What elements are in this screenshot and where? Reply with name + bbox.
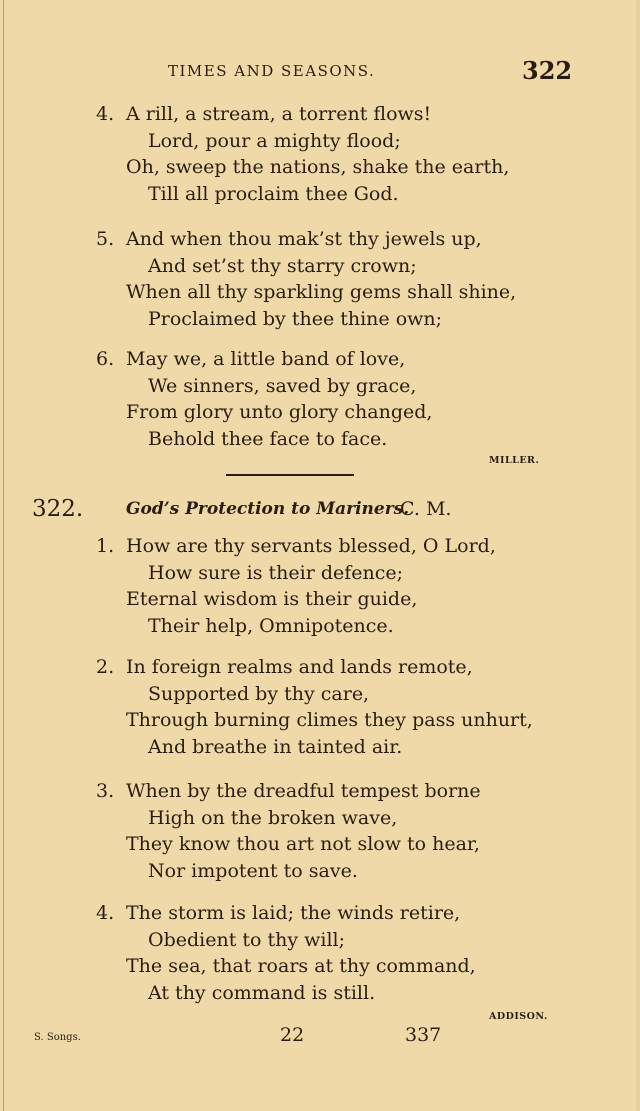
page-edge-right <box>636 0 640 1111</box>
folio-number: 337 <box>405 1024 442 1046</box>
verse-line <box>96 101 509 128</box>
verse-line <box>96 707 533 734</box>
verse-text: The sea, that roars at thy command, <box>126 955 476 977</box>
page-number: 322 <box>522 56 573 85</box>
verse-line <box>96 613 496 640</box>
verse-text: A rill, a stream, a torrent flows! <box>126 103 432 125</box>
stanza-number: 4. <box>96 103 115 125</box>
hymn-meter: C. M. <box>400 498 452 520</box>
stanza-number: 2. <box>96 656 115 678</box>
verse-text: Nor impotent to save. <box>148 859 358 882</box>
stanza-number: 4. <box>96 902 115 924</box>
verse-line <box>96 778 481 805</box>
verse-text: When all thy sparkling gems shall shine, <box>126 281 517 303</box>
verse-text: We sinners, saved by grace, <box>148 374 417 397</box>
stanza-number: 6. <box>96 348 115 370</box>
stanza <box>96 101 509 207</box>
verse-line <box>96 226 516 253</box>
stanza <box>96 900 476 1006</box>
verse-text: Oh, sweep the nations, shake the earth, <box>126 156 510 178</box>
verse-text: Through burning climes they pass unhurt, <box>126 709 533 731</box>
verse-text: And breathe in tainted air. <box>148 735 403 758</box>
running-title: TIMES AND SEASONS. <box>168 62 376 80</box>
verse-line <box>96 306 516 333</box>
verse-line <box>96 373 432 400</box>
verse-line <box>96 426 432 453</box>
stanza <box>96 226 516 332</box>
verse-text: Till all proclaim thee God. <box>148 182 399 205</box>
sheet-number: 22 <box>280 1024 305 1046</box>
verse-text: May we, a little band of love, <box>126 348 406 370</box>
verse-text: How are thy servants blessed, O Lord, <box>126 535 496 557</box>
verse-text: And set’st thy starry crown; <box>148 254 417 277</box>
stanza <box>96 346 432 452</box>
author-miller: MILLER. <box>489 455 540 466</box>
verse-text: From glory unto glory changed, <box>126 401 433 423</box>
page-edge <box>3 0 4 1111</box>
author-addison: ADDISON. <box>489 1011 548 1022</box>
verse-text: Their help, Omnipotence. <box>148 614 394 637</box>
verse-line <box>96 533 496 560</box>
verse-text: Obedient to thy will; <box>148 928 346 951</box>
verse-line <box>96 858 481 885</box>
verse-text: High on the broken wave, <box>148 806 398 829</box>
verse-line <box>96 900 476 927</box>
verse-line <box>96 927 476 954</box>
verse-line <box>96 980 476 1007</box>
hymn-title: God’s Protection to Mariners. <box>126 499 410 519</box>
verse-text: The storm is laid; the winds retire, <box>126 902 461 924</box>
verse-text: Behold thee face to face. <box>148 427 388 450</box>
verse-text: At thy command is still. <box>148 981 376 1004</box>
stanza-number: 3. <box>96 780 115 802</box>
verse-line <box>96 560 496 587</box>
verse-line <box>96 181 509 208</box>
verse-line <box>96 399 432 426</box>
signature-mark: S. Songs. <box>34 1032 81 1043</box>
stanza <box>96 778 481 884</box>
verse-text: Eternal wisdom is their guide, <box>126 588 418 610</box>
verse-text: In foreign realms and lands remote, <box>126 656 473 678</box>
verse-line <box>96 346 432 373</box>
stanza-number: 5. <box>96 228 115 250</box>
verse-line <box>96 279 516 306</box>
verse-text: How sure is their defence; <box>148 561 404 584</box>
verse-text: Proclaimed by thee thine own; <box>148 307 443 330</box>
verse-line <box>96 154 509 181</box>
verse-text: When by the dreadful tempest borne <box>126 780 481 802</box>
verse-line <box>96 953 476 980</box>
verse-line <box>96 734 533 761</box>
stanza <box>96 654 533 760</box>
hymn-number: 322. <box>32 496 84 522</box>
divider-rule <box>226 474 354 476</box>
verse-line <box>96 586 496 613</box>
verse-line <box>96 654 533 681</box>
stanza <box>96 533 496 639</box>
verse-line <box>96 128 509 155</box>
verse-text: Lord, pour a mighty flood; <box>148 129 401 152</box>
verse-text: Supported by thy care, <box>148 682 370 705</box>
verse-line <box>96 805 481 832</box>
verse-line <box>96 253 516 280</box>
verse-line <box>96 681 533 708</box>
stanza-number: 1. <box>96 535 115 557</box>
verse-text: They know thou art not slow to hear, <box>126 833 480 855</box>
verse-text: And when thou mak’st thy jewels up, <box>126 228 482 250</box>
verse-line <box>96 831 481 858</box>
